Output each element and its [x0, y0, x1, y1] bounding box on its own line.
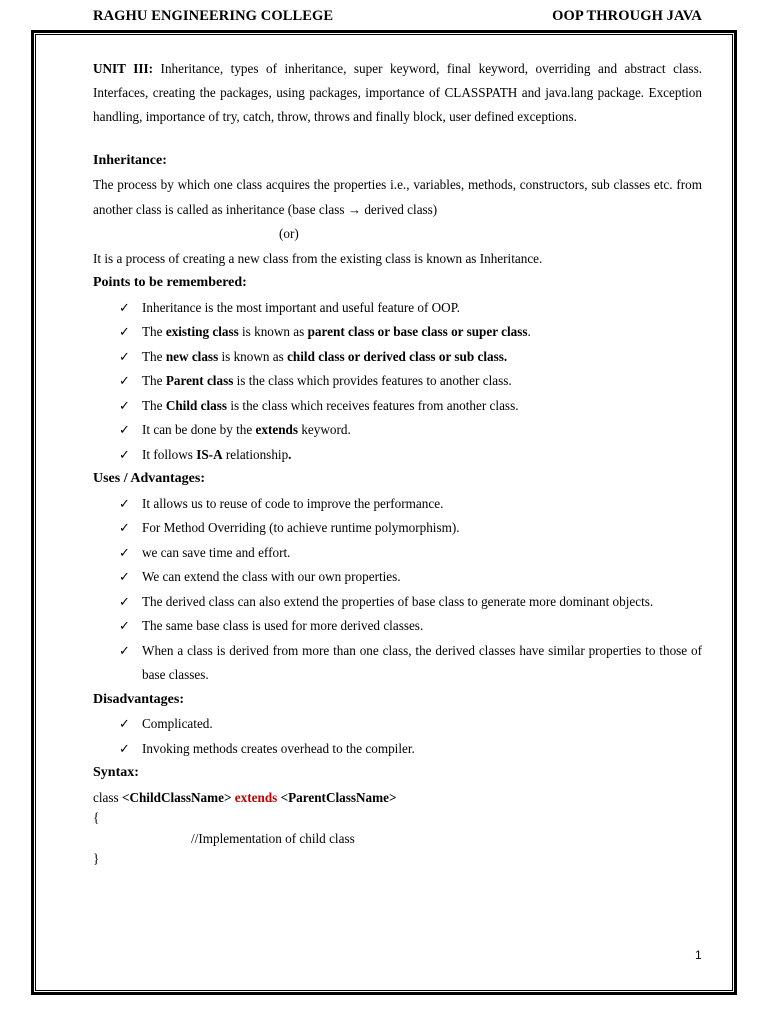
- list-item: ✓ Complicated.: [93, 712, 702, 737]
- list-item: ✓ The new class is known as child class or derived class or sub class.: [93, 345, 702, 370]
- check-icon: ✓: [119, 299, 130, 315]
- syntax-close-brace: }: [93, 850, 100, 866]
- check-icon: ✓: [119, 446, 130, 462]
- check-icon: ✓: [119, 324, 130, 340]
- check-icon: ✓: [119, 495, 130, 511]
- check-icon: ✓: [119, 569, 130, 585]
- parent-class-placeholder: <ParentClassName>: [280, 789, 397, 805]
- syntax-open-brace: {: [93, 810, 100, 826]
- check-icon: ✓: [119, 642, 130, 658]
- check-icon: ✓: [119, 593, 130, 609]
- or-separator: (or): [279, 226, 299, 242]
- inheritance-heading: Inheritance:: [93, 152, 167, 168]
- header-subject: OOP THROUGH JAVA: [552, 8, 702, 24]
- uses-heading: Uses / Advantages:: [93, 471, 206, 487]
- disadvantages-list: [93, 712, 702, 761]
- check-icon: ✓: [119, 544, 130, 560]
- check-icon: ✓: [119, 397, 130, 413]
- check-icon: ✓: [119, 716, 130, 732]
- list-item: ✓ The existing class is known as parent class or base class or super class.: [93, 320, 702, 345]
- list-item: ✓ Invoking methods creates overhead to the compiler.: [93, 737, 702, 762]
- list-item: ✓ The same base class is used for more derived classes.: [93, 614, 702, 639]
- list-item: ✓ For Method Overriding (to achieve runtime polymorphism).: [93, 516, 702, 541]
- disadvantages-heading: Disadvantages:: [93, 691, 185, 707]
- syntax-declaration: class <ChildClassName> extends <ParentClassName>: [93, 789, 397, 805]
- inheritance-definition-2: It is a process of creating a new class from the existing class is known as Inheritance.: [93, 250, 543, 266]
- list-item: ✓ The Child class is the class which receives features from another class.: [93, 394, 702, 419]
- syntax-heading: Syntax:: [93, 765, 139, 781]
- list-item: ✓ It can be done by the extends keyword.: [93, 418, 702, 443]
- document-body: [93, 57, 702, 867]
- inheritance-definition-1: The process by which one class acquires the properties i.e., variables, methods, constructors, sub classes etc. from another class is called as inheritance (base class → derived class): [93, 177, 702, 217]
- list-item: ✓ It follows IS-A relationship.: [93, 443, 702, 468]
- unit-topics: Inheritance, types of inheritance, super keyword, final keyword, overriding and abstract class. Interfaces, creating the packages, using packages, importance of CLASSPATH and java.lang package. Exception handling, importance of try, catch, throw, throws and finally block, user defined exceptions.: [93, 61, 702, 125]
- unit-label: UNIT III:: [93, 61, 154, 76]
- check-icon: ✓: [119, 348, 130, 364]
- check-icon: ✓: [119, 373, 130, 389]
- list-item: ✓ The derived class can also extend the properties of base class to generate more dominant objects.: [93, 590, 702, 615]
- check-icon: ✓: [119, 422, 130, 438]
- uses-list: [93, 492, 702, 688]
- child-class-placeholder: <ChildClassName>: [121, 789, 232, 805]
- list-item: ✓ The Parent class is the class which provides features to another class.: [93, 369, 702, 394]
- list-item: ✓ we can save time and effort.: [93, 541, 702, 566]
- list-item: ✓ It allows us to reuse of code to improve the performance.: [93, 492, 702, 517]
- syntax-comment: //Implementation of child class: [191, 830, 355, 846]
- extends-keyword: extends: [231, 789, 281, 805]
- check-icon: ✓: [119, 618, 130, 634]
- list-item: ✓ Inheritance is the most important and useful feature of OOP.: [93, 296, 702, 321]
- points-list: [93, 296, 702, 468]
- check-icon: ✓: [119, 520, 130, 536]
- list-item: ✓ When a class is derived from more than one class, the derived classes have similar properties to those of base classes.: [93, 639, 702, 688]
- page-number: 1: [695, 948, 702, 962]
- unit-summary: [93, 57, 702, 130]
- list-item: ✓ We can extend the class with our own properties.: [93, 565, 702, 590]
- header-college: RAGHU ENGINEERING COLLEGE: [93, 8, 334, 24]
- points-heading: Points to be remembered:: [93, 275, 247, 291]
- check-icon: ✓: [119, 740, 130, 756]
